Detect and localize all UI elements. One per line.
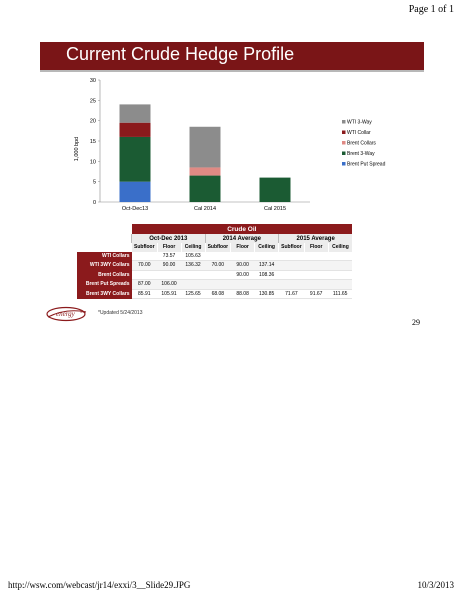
table-cell: [279, 280, 305, 290]
x-tick-label: Cal 2014: [193, 206, 217, 212]
table-cell: [205, 270, 231, 280]
footer-url[interactable]: http://wsw.com/webcast/jr14/exxi/3__Slide29.JPG: [8, 580, 191, 590]
legend-swatch: [342, 120, 346, 124]
table-cell: 70.00: [205, 261, 231, 271]
footer-date: 10/3/2013: [417, 580, 454, 590]
table-cell: 105.91: [157, 289, 181, 299]
table-cell: [328, 252, 352, 261]
table-cell: [231, 252, 255, 261]
subcol-header: Subfloor: [132, 243, 158, 252]
bar-segment: [190, 167, 221, 175]
bar-segment: [120, 137, 151, 182]
table-cell: [304, 252, 328, 261]
y-tick-label: 10: [89, 159, 96, 166]
row-label: Brent 3WY Collars: [77, 289, 132, 299]
bar-segment: [120, 104, 151, 122]
y-tick-label: 30: [89, 78, 96, 84]
table-cell: [205, 280, 231, 290]
energy-xxi-logo: [46, 306, 94, 322]
legend-label: Brent Collars: [347, 140, 376, 147]
subcol-header: Ceiling: [181, 243, 205, 252]
legend-swatch: [342, 162, 346, 166]
table-cell: [181, 270, 205, 280]
table-row: [77, 252, 352, 261]
table-cell: 136.32: [181, 261, 205, 271]
table-cell: 90.00: [157, 261, 181, 271]
row-label: WTI Collars: [77, 252, 132, 261]
slide-title: Current Crude Hedge Profile: [66, 44, 295, 64]
y-tick-label: 15: [89, 139, 96, 145]
table-row: [77, 270, 352, 280]
bar-segment: [190, 176, 221, 202]
table-cell: 70.00: [132, 261, 158, 271]
subcol-header: Floor: [304, 243, 328, 252]
table-cell: [181, 280, 205, 290]
table-cell: [328, 280, 352, 290]
legend-label: Brent 3-Way: [347, 151, 375, 157]
subcol-header: Subfloor: [205, 243, 231, 252]
table-title: Crude Oil: [132, 224, 353, 234]
table-cell: 71.67: [279, 289, 305, 299]
logo-text: energy: [56, 310, 75, 318]
crude-oil-table: [77, 224, 352, 299]
table-cell: 125.65: [181, 289, 205, 299]
table-cell: 130.85: [255, 289, 279, 299]
table-cell: [279, 270, 305, 280]
table-cell: 87.00: [132, 280, 158, 290]
period-header: 2014 Average: [205, 234, 279, 243]
table-cell: 106.00: [157, 280, 181, 290]
table-cell: 137.14: [255, 261, 279, 271]
x-tick-label: Oct-Dec13: [121, 206, 149, 212]
row-label: Brent Collars: [77, 270, 132, 280]
legend-label: Brent Put Spread: [347, 161, 386, 168]
y-tick-label: 0: [92, 200, 96, 206]
logo-suffix: XXI: [80, 310, 86, 314]
subcol-header: Floor: [231, 243, 255, 252]
y-axis-label: 1,000 bpd: [74, 136, 80, 162]
period-header: Oct-Dec 2013: [132, 234, 206, 243]
table-cell: [328, 270, 352, 280]
row-label: Brent Put Spreads: [77, 280, 132, 290]
page-number: Page 1 of 1: [408, 4, 454, 15]
table-cell: 90.00: [231, 261, 255, 271]
bar-segment: [260, 178, 291, 202]
legend-swatch: [342, 152, 346, 156]
table-cell: [304, 280, 328, 290]
table-cell: 88.08: [231, 289, 255, 299]
table-cell: [304, 261, 328, 271]
table-cell: [255, 252, 279, 261]
table-cell: [205, 252, 231, 261]
table-cell: 108.36: [255, 270, 279, 280]
table-cell: 73.57: [157, 252, 181, 261]
table-cell: 105.63: [181, 252, 205, 261]
table-cell: [279, 261, 305, 271]
hedge-bar-chart: [70, 74, 410, 219]
legend-label: WTI 3-Way: [347, 119, 372, 126]
slide-title-banner: [40, 42, 424, 72]
table-cell: [328, 261, 352, 271]
table-cell: [279, 252, 305, 261]
table-row: [77, 289, 352, 299]
y-tick-label: 5: [92, 179, 96, 186]
y-tick-label: 20: [89, 118, 96, 125]
bar-segment: [190, 127, 221, 168]
x-tick-label: Cal 2015: [263, 206, 287, 212]
legend-label: WTI Collar: [347, 130, 371, 136]
table-cell: [231, 280, 255, 290]
bar-segment: [120, 123, 151, 137]
table-row: [77, 261, 352, 271]
subcol-header: Ceiling: [328, 243, 352, 252]
table-cell: [132, 252, 158, 261]
bar-segment: [120, 182, 151, 202]
table-cell: 68.08: [205, 289, 231, 299]
table-cell: 90.00: [231, 270, 255, 280]
period-header: 2015 Average: [279, 234, 353, 243]
subcol-header: Ceiling: [255, 243, 279, 252]
updated-note: *Updated 5/24/2013: [98, 310, 143, 316]
table-cell: 91.67: [304, 289, 328, 299]
legend-swatch: [342, 131, 346, 135]
table-row: [77, 280, 352, 290]
subcol-header: Floor: [157, 243, 181, 252]
table-cell: 85.91: [132, 289, 158, 299]
legend-swatch: [342, 141, 346, 145]
y-tick-label: 25: [89, 98, 96, 105]
table-cell: [304, 270, 328, 280]
table-cell: [157, 270, 181, 280]
table-cell: [132, 270, 158, 280]
row-label: WTI 3WY Collars: [77, 261, 132, 271]
table-cell: [255, 280, 279, 290]
table-cell: 111.65: [328, 289, 352, 299]
subcol-header: Subfloor: [279, 243, 305, 252]
slide-number: 29: [412, 318, 420, 327]
